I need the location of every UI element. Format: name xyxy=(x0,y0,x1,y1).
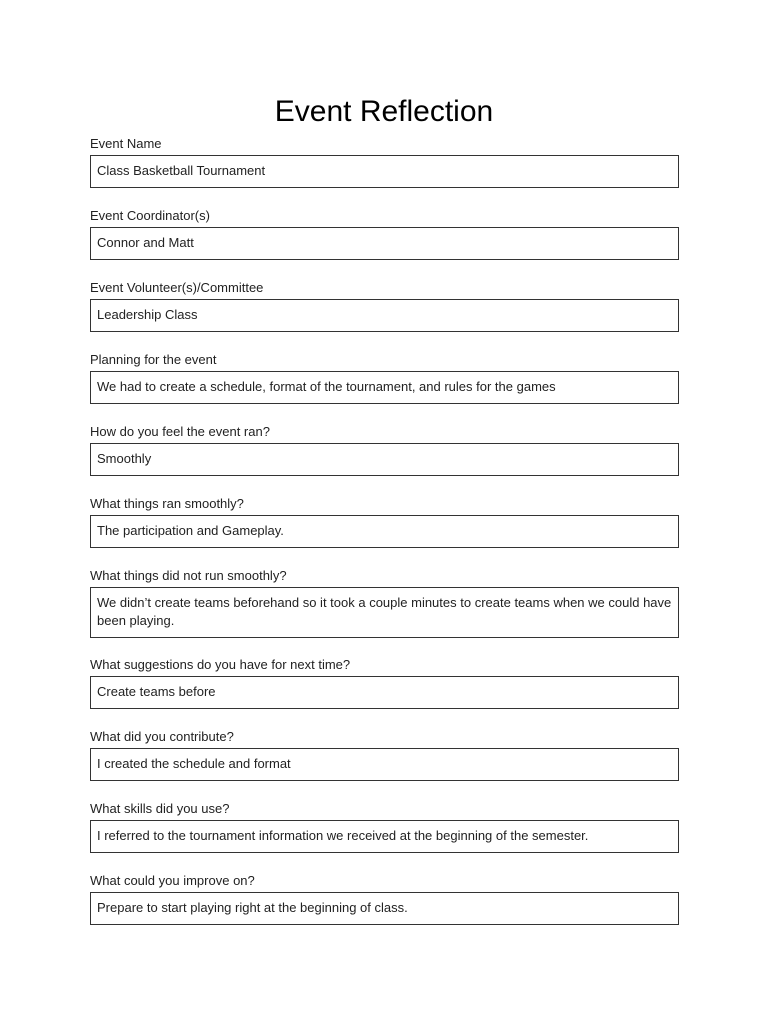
event-name-field[interactable]: Class Basketball Tournament xyxy=(90,155,679,188)
field-contribute xyxy=(90,729,679,801)
field-not-smoothly xyxy=(90,568,679,657)
field-label: What skills did you use? xyxy=(90,801,230,816)
field-skills xyxy=(90,801,679,873)
field-label: Event Volunteer(s)/Committee xyxy=(90,280,264,295)
skills-field[interactable]: I referred to the tournament information we received at the beginning of the semester. xyxy=(90,820,679,853)
field-planning xyxy=(90,352,679,424)
field-label: How do you feel the event ran? xyxy=(90,424,270,439)
page-title: Event Reflection xyxy=(274,95,494,128)
field-improve xyxy=(90,873,679,945)
field-event-feel xyxy=(90,424,679,496)
contribute-field[interactable]: I created the schedule and format xyxy=(90,748,679,781)
field-label: What suggestions do you have for next time? xyxy=(90,657,351,672)
field-ran-smoothly xyxy=(90,496,679,568)
field-label: What did you contribute? xyxy=(90,729,234,744)
ran-smoothly-field[interactable]: The participation and Gameplay. xyxy=(90,515,679,548)
improve-field[interactable]: Prepare to start playing right at the beginning of class. xyxy=(90,892,679,925)
planning-field[interactable]: We had to create a schedule, format of the tournament, and rules for the games xyxy=(90,371,679,404)
field-label: What could you improve on? xyxy=(90,873,255,888)
event-coordinators-field[interactable]: Connor and Matt xyxy=(90,227,679,260)
event-volunteers-field[interactable]: Leadership Class xyxy=(90,299,679,332)
field-label: What things did not run smoothly? xyxy=(90,568,287,583)
field-event-name xyxy=(90,136,679,208)
field-label: Event Coordinator(s) xyxy=(90,208,210,223)
event-feel-field[interactable]: Smoothly xyxy=(90,443,679,476)
field-event-volunteers xyxy=(90,280,679,352)
field-suggestions xyxy=(90,657,679,729)
suggestions-field[interactable]: Create teams before xyxy=(90,676,679,709)
field-label: What things ran smoothly? xyxy=(90,496,244,511)
not-smoothly-field[interactable]: We didn’t create teams beforehand so it took a couple minutes to create teams when we could have been playing. xyxy=(90,587,679,638)
form-fields xyxy=(90,136,679,945)
field-event-coordinators xyxy=(90,208,679,280)
field-label: Event Name xyxy=(90,136,162,151)
field-label: Planning for the event xyxy=(90,352,217,367)
